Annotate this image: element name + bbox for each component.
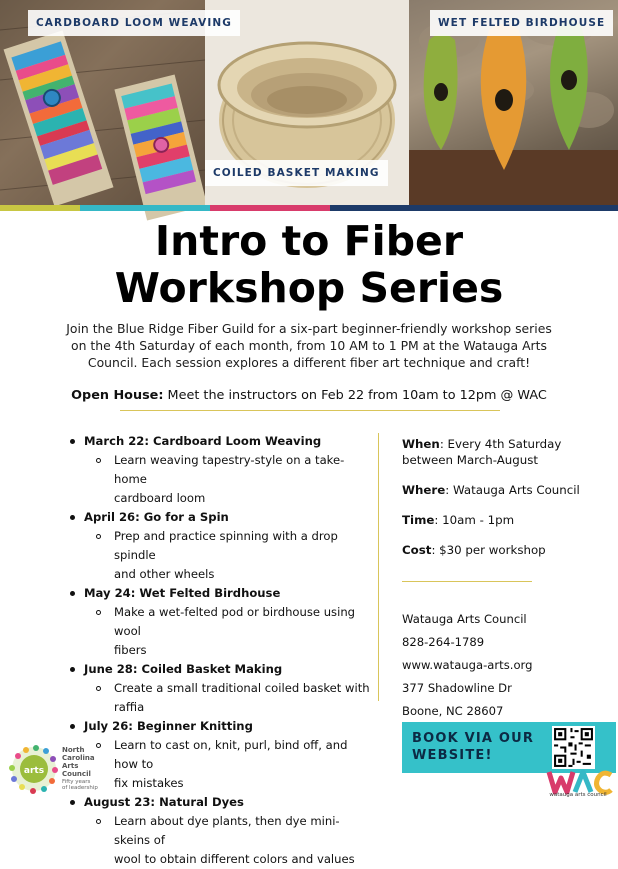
sub-bullet-icon <box>96 610 101 615</box>
title-line-1: Intro to Fiber <box>154 217 464 265</box>
session-description-line: cardboard loom <box>114 491 206 505</box>
coiled-basket-label: COILED BASKET MAKING <box>205 160 388 186</box>
session-description-line: fix mistakes <box>114 776 184 790</box>
cost-value: : $30 per workshop <box>431 543 546 557</box>
where-value: : Watauga Arts Council <box>445 483 580 497</box>
session-description-line: raffia <box>114 700 145 714</box>
session-description-line: Learn to cast on, knit, purl, bind off, and how to <box>114 738 348 771</box>
when-value: : Every 4th Saturday <box>439 437 562 451</box>
ncac-name-line: North <box>62 746 85 754</box>
session-description <box>84 603 370 660</box>
session-title: April 26: Go for a Spin <box>84 510 229 524</box>
when-info <box>402 436 612 468</box>
ncac-name-line: Carolina <box>62 754 95 762</box>
page-title <box>0 218 618 312</box>
session-title: March 22: Cardboard Loom Weaving <box>84 434 322 448</box>
bullet-icon <box>70 667 75 672</box>
where-label: Where <box>402 483 446 497</box>
session-title: June 28: Coiled Basket Making <box>84 662 283 676</box>
cost-info <box>402 542 612 558</box>
details-divider <box>402 581 532 582</box>
wac-logo-mark: WAC <box>545 770 548 771</box>
ncac-tagline-line: Fifty years <box>62 779 91 785</box>
session-title: July 26: Beginner Knitting <box>84 719 253 733</box>
session-description <box>84 451 370 508</box>
time-info <box>402 512 612 528</box>
time-value: : 10am - 1pm <box>434 513 515 527</box>
ncac-name-line: Council <box>62 770 91 778</box>
session-title: May 24: Wet Felted Birdhouse <box>84 586 281 600</box>
contact-phone[interactable]: 828-264-1789 <box>402 635 485 649</box>
session-title: August 23: Natural Dyes <box>84 795 244 809</box>
where-info <box>402 482 612 498</box>
header-photos <box>0 0 618 205</box>
session-description <box>84 527 370 584</box>
open-house-label: Open House: <box>71 388 164 403</box>
ncac-logo-mark: arts <box>23 766 45 776</box>
sub-bullet-icon <box>96 534 101 539</box>
ncac-name <box>62 746 95 778</box>
sub-bullet-icon <box>96 686 101 691</box>
wac-subtitle: watauga arts council <box>549 792 607 798</box>
book-website-button[interactable] <box>402 722 616 773</box>
session-description <box>84 812 370 869</box>
intro-line-2: on the 4th Saturday of each month, from 10 AM to 1 PM at the Watauga Arts <box>71 338 547 353</box>
contact-org: Watauga Arts Council <box>402 612 527 626</box>
session-description-line: Prep and practice spinning with a drop spindle <box>114 529 338 562</box>
ncac-tagline <box>62 779 98 791</box>
intro-paragraph <box>66 320 552 371</box>
session-item <box>70 793 370 869</box>
column-divider <box>378 433 379 701</box>
session-item <box>70 432 370 508</box>
bullet-icon <box>70 515 75 520</box>
title-line-2: Workshop Series <box>114 264 504 312</box>
when-value-line-2: between March-August <box>402 453 539 467</box>
session-item <box>70 717 370 793</box>
session-description-line: fibers <box>114 643 147 657</box>
session-description-line: Make a wet-felted pod or birdhouse using wool <box>114 605 356 638</box>
session-item <box>70 660 370 717</box>
qr-code-icon[interactable] <box>552 726 595 769</box>
bullet-icon <box>70 439 75 444</box>
session-description-line: Create a small traditional coiled basket with <box>114 681 370 695</box>
session-description-line: and other wheels <box>114 567 215 581</box>
cost-label: Cost <box>402 543 432 557</box>
time-label: Time <box>402 513 435 527</box>
session-item <box>70 508 370 584</box>
session-description-line: wool to obtain different colors and values <box>114 852 355 866</box>
open-house-text: Meet the instructors on Feb 22 from 10am to 12pm @ WAC <box>163 388 547 403</box>
session-description <box>84 736 370 793</box>
session-description <box>84 679 370 717</box>
sub-bullet-icon <box>96 819 101 824</box>
bullet-icon <box>70 724 75 729</box>
book-label <box>412 730 534 764</box>
session-list <box>70 432 370 869</box>
sub-bullet-icon <box>96 458 101 463</box>
session-item <box>70 584 370 660</box>
color-bar <box>0 205 618 211</box>
bullet-icon <box>70 800 75 805</box>
book-label-line-2: WEBSITE! <box>412 748 493 763</box>
open-house <box>0 388 618 403</box>
contact-street: 377 Shadowline Dr <box>402 681 512 695</box>
contact-website[interactable]: www.watauga-arts.org <box>402 658 533 672</box>
bullet-icon <box>70 591 75 596</box>
when-label: When <box>402 437 440 451</box>
ncac-tagline-line: of leadership <box>62 785 98 791</box>
contact-city: Boone, NC 28607 <box>402 704 504 718</box>
session-description-line: Learn weaving tapestry-style on a take-home <box>114 453 345 486</box>
ncac-name-line: Arts <box>62 762 79 770</box>
intro-line-1: Join the Blue Ridge Fiber Guild for a six-part beginner-friendly workshop series <box>66 321 552 336</box>
intro-line-3: Council. Each session explores a different fiber art technique and craft! <box>87 355 531 370</box>
session-description-line: Learn about dye plants, then dye mini-skeins of <box>114 814 340 847</box>
cardboard-loom-label: CARDBOARD LOOM WEAVING <box>28 10 240 36</box>
book-label-line-1: BOOK VIA OUR <box>412 731 535 746</box>
birdhouse-label: WET FELTED BIRDHOUSE <box>430 10 613 36</box>
open-house-divider <box>120 410 500 411</box>
